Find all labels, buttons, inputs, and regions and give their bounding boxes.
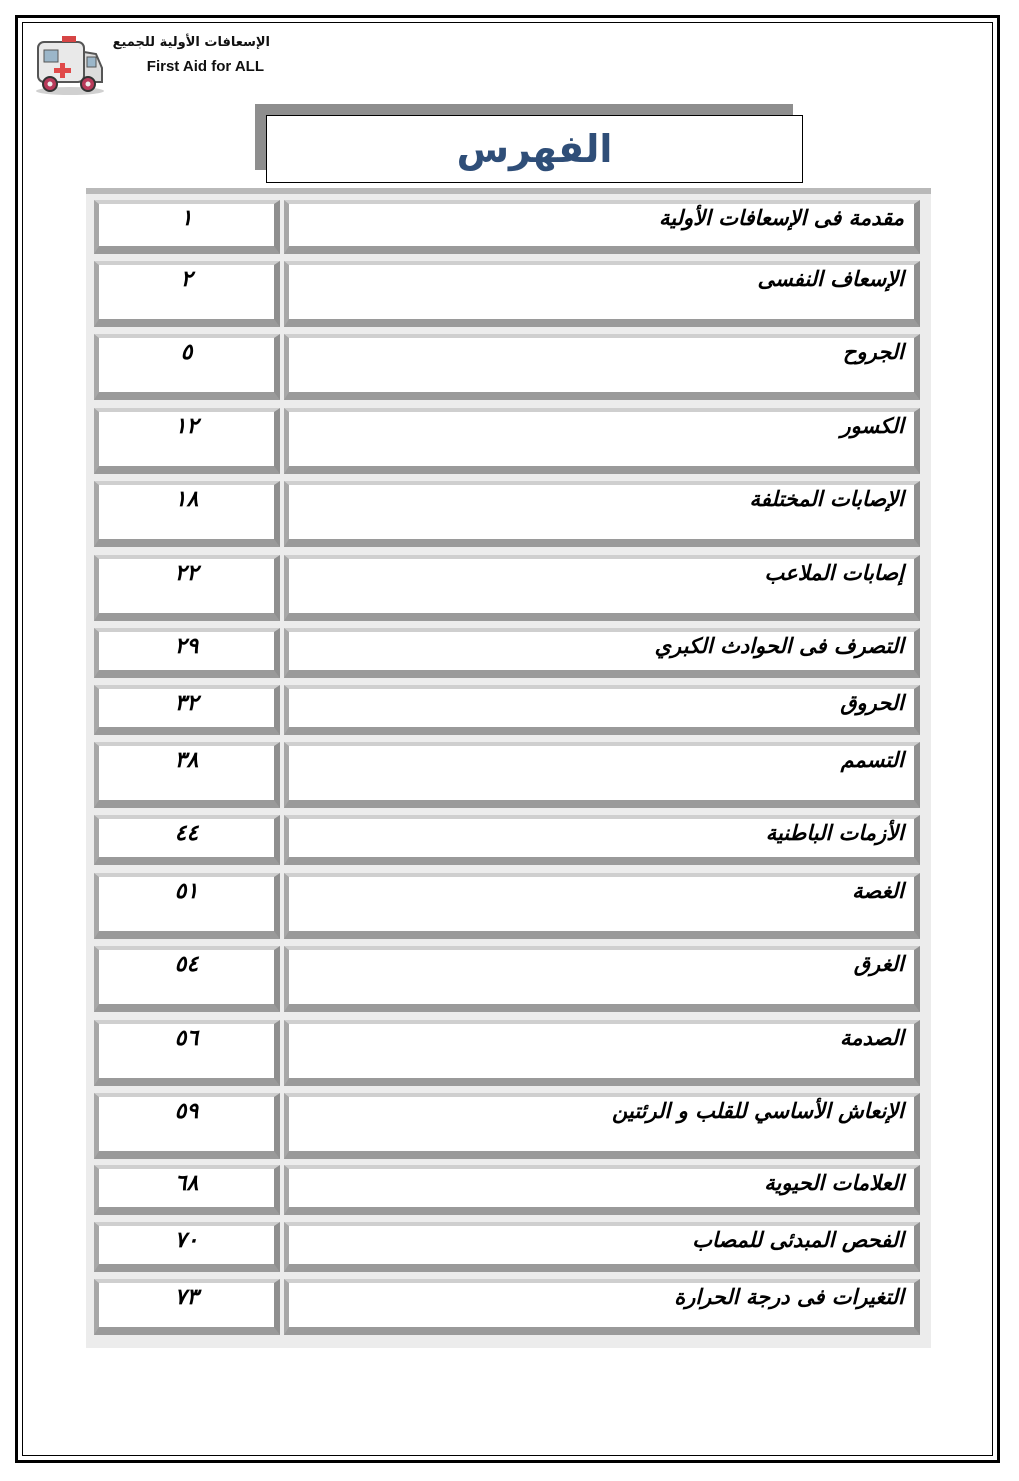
toc-row	[94, 1222, 920, 1272]
toc-chapter-title: التصرف فى الحوادث الكبري	[654, 634, 904, 658]
toc-title-cell	[284, 555, 920, 621]
toc-row	[94, 685, 920, 735]
toc-title-cell	[284, 1279, 920, 1335]
logo-arabic-text: الإسعافات الأولية للجميع	[112, 35, 270, 50]
toc-page-number: ٣٨	[174, 748, 199, 773]
toc-page-number: ٢٢	[174, 561, 199, 586]
toc-page-cell	[94, 1093, 280, 1159]
toc-page-number: ٥٤	[174, 952, 199, 977]
toc-chapter-title: مقدمة فى الإسعافات الأولية	[659, 206, 904, 230]
toc-page-number: ٢٩	[174, 634, 199, 659]
toc-page-number: ٧٣	[174, 1285, 199, 1310]
toc-title-cell	[284, 815, 920, 865]
toc-page-cell	[94, 481, 280, 547]
toc-title-cell	[284, 1093, 920, 1159]
toc-page-cell	[94, 200, 280, 254]
toc-page-cell	[94, 815, 280, 865]
toc-row	[94, 873, 920, 939]
toc-row	[94, 334, 920, 400]
toc-row	[94, 261, 920, 327]
toc-chapter-title: الإنعاش الأساسي للقلب و الرئتين	[612, 1099, 904, 1123]
toc-title-cell	[284, 334, 920, 400]
toc-page-number: ٥١	[174, 879, 199, 904]
toc-chapter-title: التغيرات فى درجة الحرارة	[674, 1285, 904, 1309]
toc-page-number: ٥	[180, 340, 193, 365]
toc-chapter-title: التسمم	[840, 748, 904, 772]
toc-title-cell	[284, 628, 920, 678]
toc-title-cell	[284, 1020, 920, 1086]
toc-page-number: ٦٨	[174, 1171, 199, 1196]
toc-title-cell	[284, 261, 920, 327]
toc-page-cell	[94, 334, 280, 400]
ambulance-icon	[32, 28, 108, 96]
toc-chapter-title: الغرق	[853, 952, 904, 976]
toc-page-number: ٢	[180, 267, 193, 292]
toc-chapter-title: الغصة	[852, 879, 904, 903]
toc-page-cell	[94, 742, 280, 808]
toc-title-cell	[284, 873, 920, 939]
toc-title-cell	[284, 946, 920, 1012]
toc-page-cell	[94, 261, 280, 327]
toc-chapter-title: الأزمات الباطنية	[765, 821, 904, 845]
toc-page-cell	[94, 873, 280, 939]
toc-page-cell	[94, 1020, 280, 1086]
toc-page-cell	[94, 685, 280, 735]
page-title: الفهرس	[456, 127, 613, 171]
toc-row	[94, 742, 920, 808]
toc-title-cell	[284, 200, 920, 254]
toc-page-number: ٤٤	[174, 821, 199, 846]
toc-page-number: ٥٦	[174, 1026, 199, 1051]
toc-row	[94, 200, 920, 254]
toc-row	[94, 946, 920, 1012]
toc-row	[94, 1165, 920, 1215]
toc-chapter-title: الصدمة	[840, 1026, 904, 1050]
logo-english-text: First Aid for ALL	[146, 58, 264, 75]
toc-title-cell	[284, 742, 920, 808]
toc-chapter-title: الجروح	[842, 340, 904, 364]
toc-row	[94, 1093, 920, 1159]
toc-chapter-title: الإسعاف النفسى	[757, 267, 904, 291]
toc-chapter-title: إصابات الملاعب	[764, 561, 904, 585]
toc-row	[94, 815, 920, 865]
toc-page-number: ١	[180, 206, 193, 231]
toc-row	[94, 481, 920, 547]
toc-chapter-title: الفحص المبدئى للمصاب	[692, 1228, 904, 1252]
toc-chapter-title: الكسور	[840, 414, 904, 438]
toc-page-cell	[94, 408, 280, 474]
toc-page-cell	[94, 1165, 280, 1215]
toc-title-cell	[284, 481, 920, 547]
toc-page-number: ٥٩	[174, 1099, 199, 1124]
toc-chapter-title: العلامات الحيوية	[764, 1171, 904, 1195]
toc-row	[94, 408, 920, 474]
toc-page-cell	[94, 1222, 280, 1272]
toc-page-cell	[94, 555, 280, 621]
toc-title-cell	[284, 408, 920, 474]
toc-page-number: ٧٠	[174, 1228, 199, 1253]
toc-chapter-title: الإصابات المختلفة	[749, 487, 904, 511]
toc-row	[94, 1020, 920, 1086]
toc-chapter-title: الحروق	[840, 691, 904, 715]
toc-page-cell	[94, 628, 280, 678]
toc-row	[94, 1279, 920, 1335]
toc-page-number: ١٨	[174, 487, 199, 512]
toc-title-cell	[284, 1222, 920, 1272]
toc-page-cell	[94, 946, 280, 1012]
title-box	[266, 115, 803, 183]
toc-page-number: ٣٢	[174, 691, 199, 716]
toc-page-cell	[94, 1279, 280, 1335]
toc-row	[94, 628, 920, 678]
toc-row	[94, 555, 920, 621]
toc-title-cell	[284, 685, 920, 735]
toc-page-number: ١٢	[174, 414, 199, 439]
toc-title-cell	[284, 1165, 920, 1215]
